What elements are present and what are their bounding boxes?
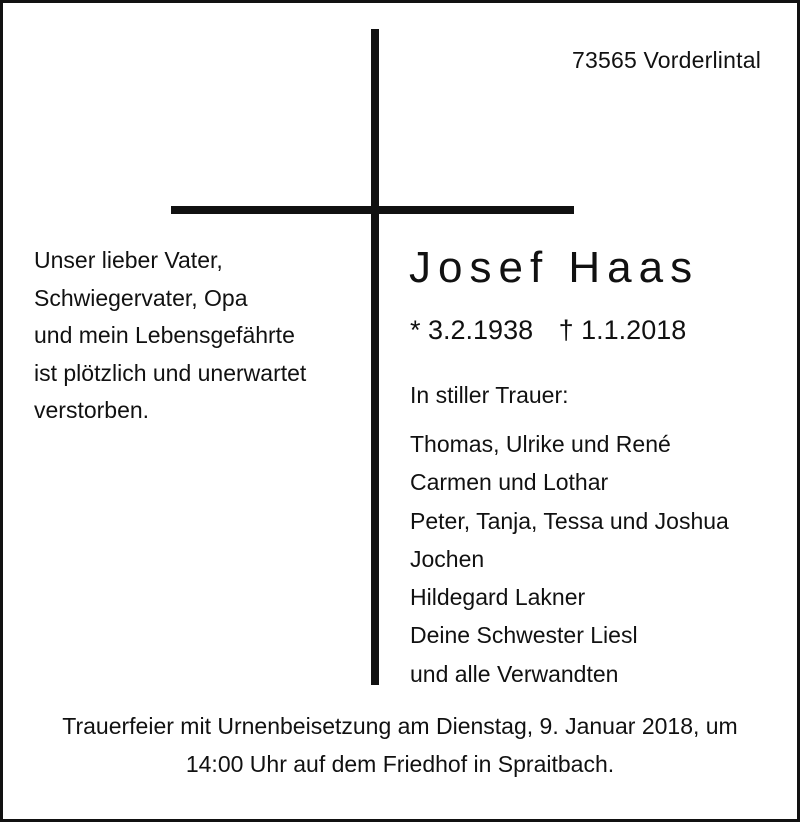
ceremony-line: Trauerfeier mit Urnenbeisetzung am Dienstag, 9. Januar 2018, um bbox=[62, 713, 738, 739]
intro-line: verstorben. bbox=[34, 397, 150, 424]
location-text: 73565 Vorderlintal bbox=[571, 47, 761, 73]
mourning-heading: In stiller Trauer: bbox=[410, 382, 569, 408]
cross-horizontal-bar bbox=[171, 206, 574, 214]
intro-line: ist plötzlich und unerwartet bbox=[34, 359, 307, 386]
mourners-list bbox=[410, 425, 729, 693]
intro-line: Unser lieber Vater, bbox=[34, 247, 223, 273]
mourner-item: und alle Verwandten bbox=[410, 660, 619, 687]
ceremony-line: 14:00 Uhr auf dem Friedhof in Spraitbach. bbox=[185, 751, 615, 777]
mourner-item: Thomas, Ulrike und René bbox=[410, 431, 671, 457]
mourner-item: Deine Schwester Liesl bbox=[410, 622, 638, 649]
deceased-name: Josef Haas bbox=[409, 243, 700, 292]
intro-line: und mein Lebensgefährte bbox=[34, 322, 295, 349]
mourner-item: Peter, Tanja, Tessa und Joshua bbox=[410, 507, 729, 534]
ceremony-info bbox=[3, 707, 797, 783]
cross-vertical-bar bbox=[371, 29, 379, 685]
life-dates bbox=[410, 313, 686, 347]
mourner-item: Carmen und Lothar bbox=[410, 469, 609, 496]
mourner-item: Jochen bbox=[410, 545, 485, 572]
birth-date: * 3.2.1938 bbox=[410, 315, 534, 345]
intro-line: Schwiegervater, Opa bbox=[34, 284, 248, 311]
death-date: † 1.1.2018 bbox=[558, 315, 687, 345]
intro-text bbox=[34, 242, 354, 430]
mourner-item: Hildegard Lakner bbox=[410, 584, 586, 611]
